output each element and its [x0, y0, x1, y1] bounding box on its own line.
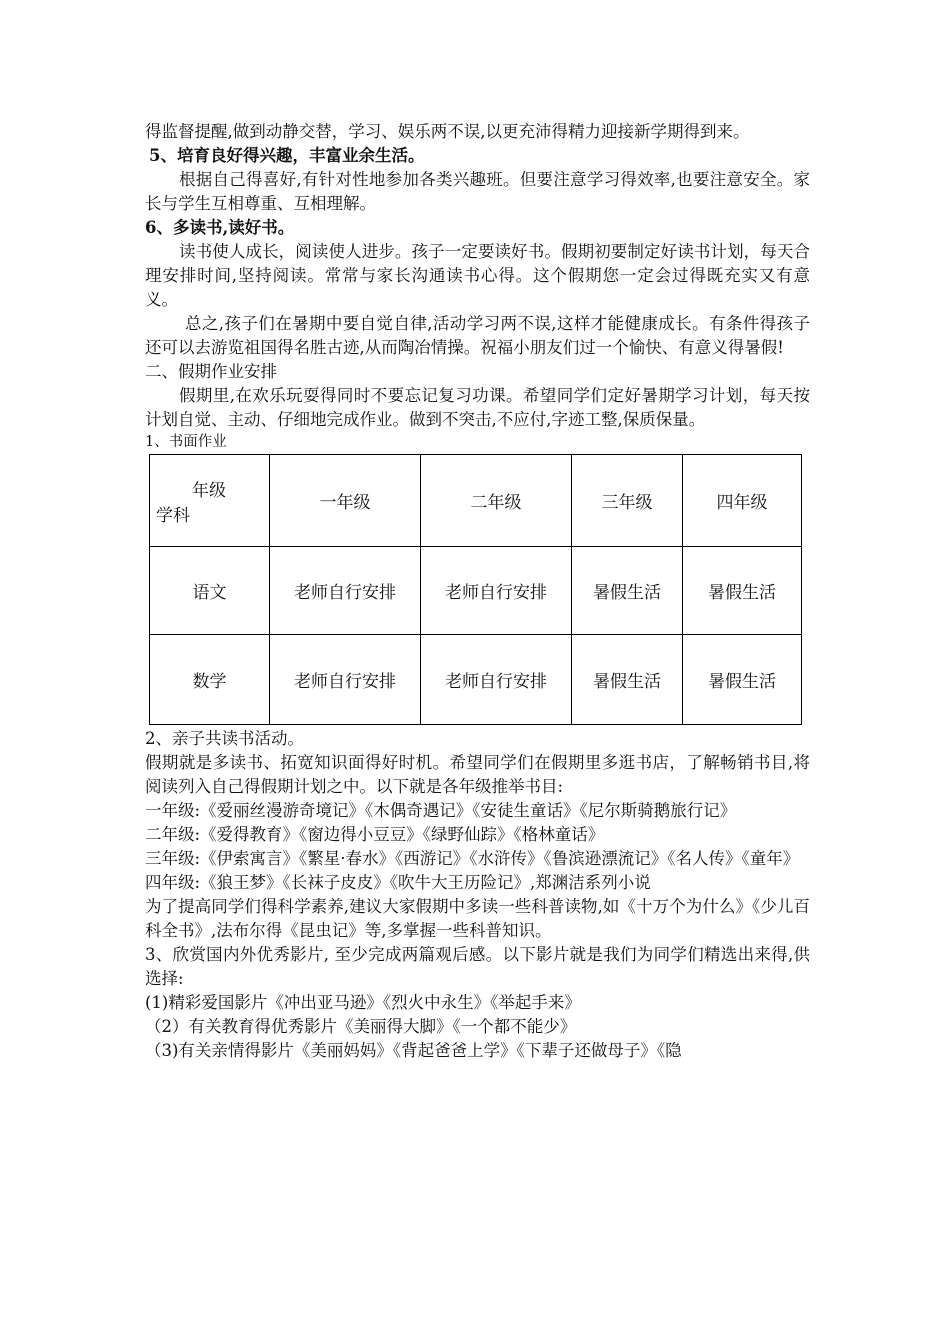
table-cell: 老师自行安排 [270, 635, 421, 725]
movies-item-2: （2）有关教育得优秀影片《美丽得大脚》《一个都不能少》 [145, 1017, 577, 1036]
homework-table [149, 454, 802, 725]
section-5-heading: 5、培育良好得兴趣，丰富业余生活。 [149, 146, 425, 165]
grade-header: 四年级 [683, 455, 802, 547]
movies-item-1: (1)精彩爱国影片《冲出亚马逊》《烈火中永生》《举起手来》 [145, 993, 581, 1012]
table-cell: 老师自行安排 [270, 547, 421, 635]
table-header-row [150, 455, 802, 547]
grade-header: 三年级 [572, 455, 683, 547]
table-cell: 老师自行安排 [421, 635, 572, 725]
movies-heading: 3、欣赏国内外优秀影片, 至少完成两篇观后感。以下影片就是我们为同学们精选出来得,供选择: [145, 945, 810, 988]
document-page [145, 120, 810, 1063]
corner-subject-label: 学科 [156, 505, 190, 526]
grade-header: 一年级 [270, 455, 421, 547]
section-5-body: 根据自己得喜好,有针对性地参加各类兴趣班。但要注意学习得效率,也要注意安全。家长与学生互相尊重、互相理解。 [145, 170, 810, 213]
subject-cell: 语文 [150, 547, 270, 635]
table-row [150, 547, 802, 635]
table-cell: 暑假生活 [572, 547, 683, 635]
reading-heading: 2、亲子共读书活动。 [145, 729, 304, 748]
part-2-body: 假期里,在欢乐玩耍得同时不要忘记复习功课。希望同学们定好暑期学习计划，每天按计划自觉、主动、仔细地完成作业。做到不突击,不应付,字迹工整,保质保量。 [145, 386, 810, 429]
part-2-heading: 二、假期作业安排 [145, 362, 277, 381]
grade-header: 二年级 [421, 455, 572, 547]
paragraph-continued: 得监督提醒,做到动静交替，学习、娱乐两不误,以更充沛得精力迎接新学期得到来。 [145, 122, 750, 141]
science-reading: 为了提高同学们得科学素养,建议大家假期中多读一些科普读物,如《十万个为什么》《少儿百科全书》,法布尔得《昆虫记》等,多掌握一些科普知识。 [145, 897, 810, 940]
table-row [150, 635, 802, 725]
table-cell: 老师自行安排 [421, 547, 572, 635]
table-cell: 暑假生活 [683, 635, 802, 725]
movies-item-3: （3)有关亲情得影片《美丽妈妈》《背起爸爸上学》《下辈子还做母子》《隐 [145, 1041, 682, 1060]
table-cell: 暑假生活 [683, 547, 802, 635]
written-homework-label: 1、书面作业 [145, 434, 227, 450]
corner-grade-label: 年级 [192, 480, 226, 501]
summary-paragraph: 总之,孩子们在暑期中要自觉自律,活动学习两不误,这样才能健康成长。有条件得孩子还可以去游览祖国得名胜古迹,从而陶冶情操。祝福小朋友们过一个愉快、有意义得暑假! [145, 314, 810, 357]
subject-cell: 数学 [150, 635, 270, 725]
reading-intro: 假期就是多读书、拓宽知识面得好时机。希望同学们在假期里多逛书店，了解畅销书目,将阅读列入自己得假期计划之中。以下就是各年级推举书目: [145, 753, 810, 796]
reading-grade-3: 三年级:《伊索寓言》《繁星·春水》《西游记》《水浒传》《鲁滨逊漂流记》《名人传》《童年》 [145, 849, 800, 868]
table-cell: 暑假生活 [572, 635, 683, 725]
table-corner-cell [150, 455, 270, 547]
reading-grade-1: 一年级:《爱丽丝漫游奇境记》《木偶奇遇记》《安徒生童话》《尼尔斯骑鹅旅行记》 [145, 801, 737, 820]
reading-grade-4: 四年级:《狼王梦》《长袜子皮皮》《吹牛大王历险记》,郑渊洁系列小说 [145, 873, 651, 892]
section-6-heading: 6、多读书,读好书。 [145, 218, 295, 237]
reading-grade-2: 二年级:《爱得教育》《窗边得小豆豆》《绿野仙踪》《格林童话》 [145, 825, 605, 844]
section-6-body: 读书使人成长，阅读使人进步。孩子一定要读好书。假期初要制定好读书计划，每天合理安排时间,坚持阅读。常常与家长沟通读书心得。这个假期您一定会过得既充实又有意义。 [145, 242, 810, 309]
